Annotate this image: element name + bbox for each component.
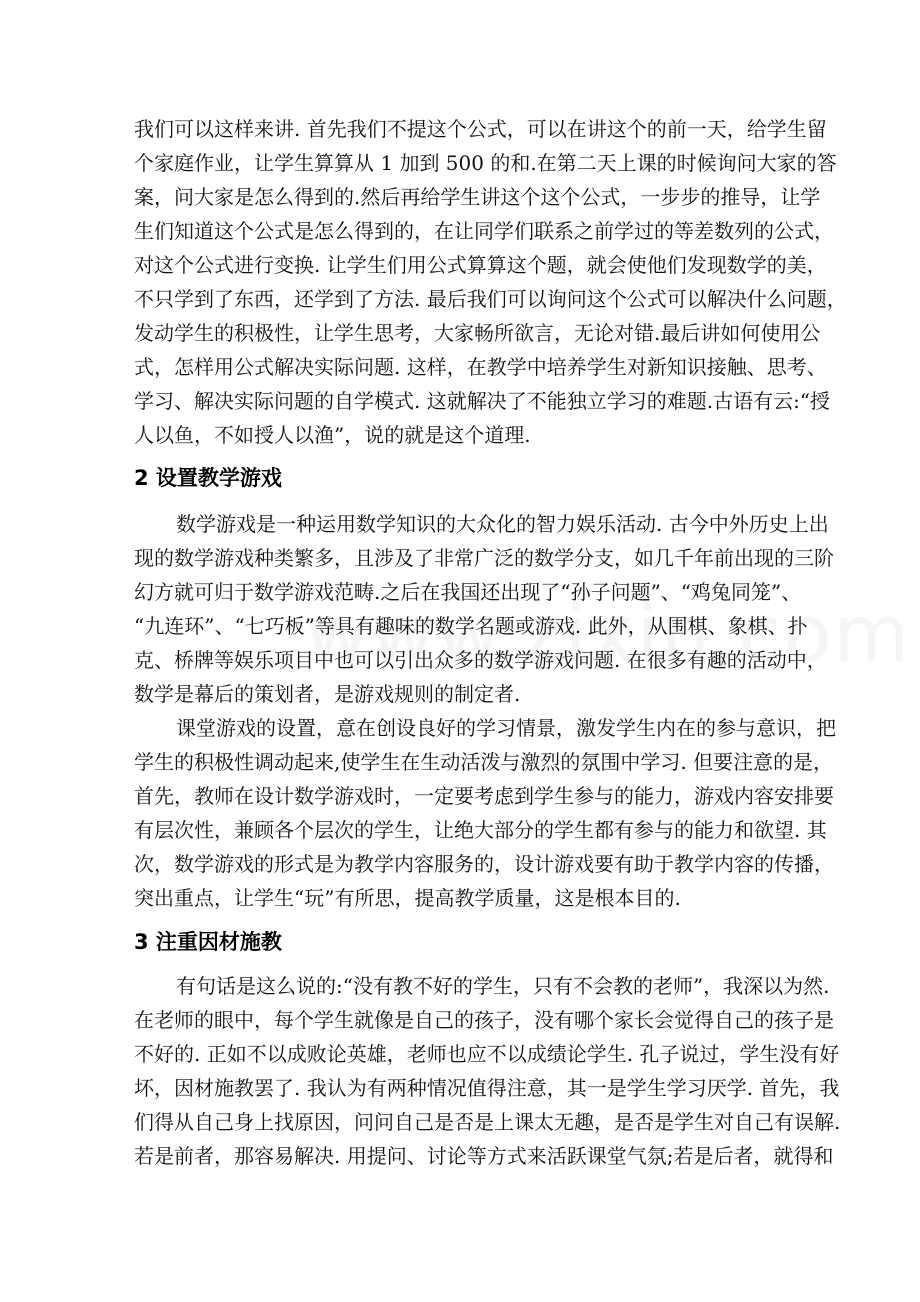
text-line: 不只学到了东西，还学到了方法. 最后我们可以询问这个公式可以解决什么问题，	[134, 287, 847, 311]
text-line: 课堂游戏的设置，意在创设良好的学习情景，激发学生内在的参与意识，把	[176, 716, 836, 740]
text-line: 克、桥牌等娱乐项目中也可以引出众多的数学游戏问题. 在很多有趣的活动中，	[134, 648, 827, 672]
text-line: 在老师的眼中，每个学生就像是自己的孩子，没有哪个家长会觉得自己的孩子是	[134, 1008, 834, 1032]
text-line: 次，数学游戏的形式是为教学内容服务的，设计游戏要有助于教学内容的传播，	[134, 852, 834, 876]
text-line: 式，怎样用公式解决实际问题. 这样，在教学中培养学生对新知识接触、思考、	[134, 355, 827, 379]
text-line: 我们可以这样来讲. 首先我们不提这个公式，可以在讲这个的前一天，给学生留	[134, 117, 827, 141]
text-line: 数学游戏是一种运用数学知识的大众化的智力娱乐活动. 古今中外历史上出	[176, 512, 829, 536]
text-line: 有层次性，兼顾各个层次的学生，让绝大部分的学生都有参与的能力和欲望. 其	[134, 818, 827, 842]
text-line: 对这个公式进行变换. 让学生们用公式算算这个题，就会使他们发现数学的美，	[134, 253, 827, 277]
text-line: 突出重点，让学生“玩”有所思，提高教学质量，这是根本目的.	[134, 886, 681, 910]
text-line: 发动学生的积极性，让学生思考，大家畅所欲言，无论对错.最后讲如何使用公	[134, 321, 821, 345]
section-heading-2: 2 设置教学游戏	[134, 466, 282, 490]
text-line: 学生的积极性调动起来,使学生在生动活泼与激烈的氛围中学习. 但要注意的是，	[134, 750, 834, 774]
text-line: 数学是幕后的策划者，是游戏规则的制定者.	[134, 682, 521, 706]
text-line: “九连环”、“七巧板”等具有趣味的数学名题或游戏. 此外，从围棋、象棋、扑	[134, 614, 808, 638]
text-line: 幻方就可归于数学游戏范畴.之后在我国还出现了“孙子问题”、“鸡兔同笼”、	[134, 580, 802, 604]
text-line: 学习、解决实际问题的自学模式. 这就解决了不能独立学习的难题.古语有云:“授	[134, 389, 831, 413]
text-line: 人以鱼，不如授人以渔”，说的就是这个道理.	[134, 423, 531, 447]
text-line: 不好的. 正如不以成败论英雄，老师也应不以成绩论学生. 孔子说过，学生没有好	[134, 1042, 840, 1066]
text-line: 坏，因材施教罢了. 我认为有两种情况值得注意，其一是学生学习厌学. 首先，我	[134, 1076, 840, 1100]
text-line: 首先，教师在设计数学游戏时，一定要考虑到学生参与的能力，游戏内容安排要	[134, 784, 834, 808]
section-heading-3: 3 注重因材施教	[134, 930, 282, 954]
text-line: 们得从自己身上找原因，问问自己是否是上课太无趣，是否是学生对自己有误解.	[134, 1110, 841, 1134]
text-line: 若是前者，那容易解决. 用提问、讨论等方式来活跃课堂气氛;若是后者，就得和	[134, 1144, 834, 1168]
text-line: 有句话是这么说的:“没有教不好的学生，只有不会教的老师”，我深以为然.	[176, 974, 830, 998]
text-line: 案，问大家是怎么得到的.然后再给学生讲这个这个公式，一步步的推导，让学	[134, 185, 821, 209]
text-line: 生们知道这个公式是怎么得到的，在让同学们联系之前学过的等差数列的公式，	[134, 219, 834, 243]
text-line: 个家庭作业，让学生算算从 1 加到 500 的和.在第二天上课的时候询问大家的答	[134, 151, 837, 175]
text-line: 现的数学游戏种类繁多，且涉及了非常广泛的数学分支，如几千年前出现的三阶	[134, 546, 834, 570]
